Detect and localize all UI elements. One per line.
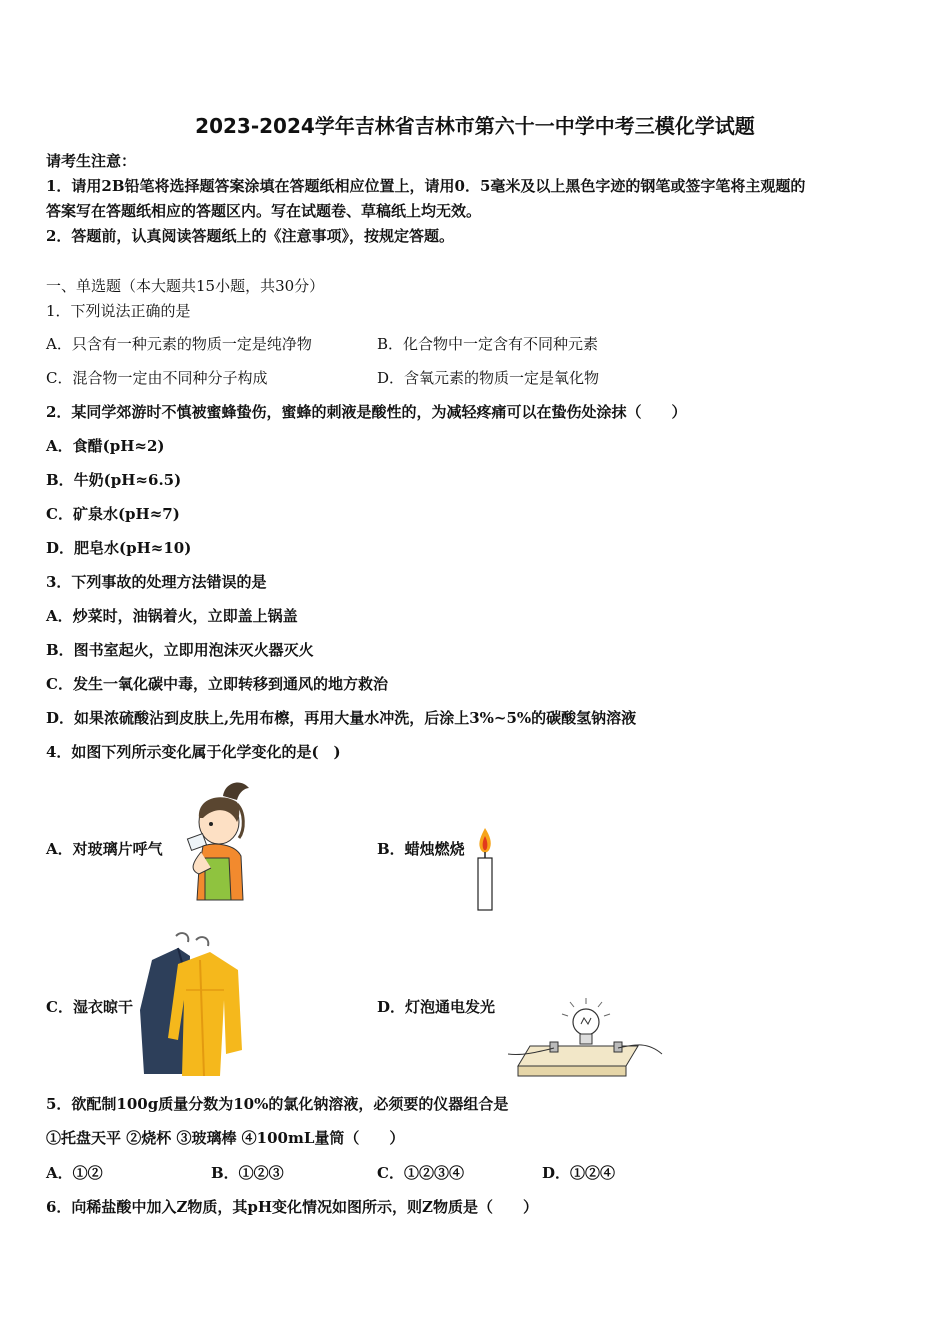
q1-option-c: C．混合物一定由不同种分子构成 [46,369,268,387]
q4-option-b: B．蜡烛燃烧 [377,840,465,858]
q5-option-b: B．①②③ [211,1164,284,1182]
girl-breathing-figure [175,778,257,902]
q3-option-d: D．如果浓硫酸沾到皮肤上,先用布檫，再用大量水冲洗，后涂上3%~5%的碳酸氢钠溶液 [46,709,637,727]
question-4-stem: 4．如图下列所示变化属于化学变化的是( ) [46,743,341,761]
q3-option-b: B．图书室起火，立即用泡沫灭火器灭火 [46,641,314,659]
q4-option-a: A．对玻璃片呼气 [46,840,163,858]
q2-option-a: A．食醋(pH≈2) [46,437,165,455]
notice-item-1: 1．请用2B铅笔将选择题答案涂填在答题纸相应位置上，请用0．5毫米及以上黑色字迹的钢笔或签字笔将主观题的 [46,177,806,195]
page-title: 2023-2024学年吉林省吉林市第六十一中学中考三模化学试题 [195,114,755,138]
wet-clothes-figure [138,930,246,1078]
question-5-stem: 5．欲配制100g质量分数为10%的氯化钠溶液，必须要的仪器组合是 [46,1095,509,1113]
light-bulb-circuit-figure [508,996,664,1080]
q1-option-d: D．含氧元素的物质一定是氧化物 [377,369,600,387]
question-5-sub: ①托盘天平 ②烧杯 ③玻璃棒 ④100mL量筒（ ） [46,1129,405,1147]
q2-option-b: B．牛奶(pH≈6.5) [46,471,182,489]
q1-option-a: A．只含有一种元素的物质一定是纯净物 [46,335,312,353]
question-3-stem: 3．下列事故的处理方法错误的是 [46,573,267,591]
q2-option-d: D．肥皂水(pH≈10) [46,539,192,557]
section-heading: 一、单选题（本大题共15小题，共30分） [46,277,325,295]
question-2-stem: 2．某同学郊游时不慎被蜜蜂蛰伤，蜜蜂的刺液是酸性的，为减轻疼痛可以在蛰伤处涂抹（ ） [46,403,687,421]
q4-option-c: C．湿衣晾干 [46,998,133,1016]
q3-option-a: A．炒菜时，油锅着火，立即盖上锅盖 [46,607,298,625]
q5-option-c: C．①②③④ [377,1164,464,1182]
notice-header: 请考生注意： [46,152,137,170]
notice-item-1-cont: 答案写在答题纸相应的答题区内。写在试题卷、草稿纸上均无效。 [46,202,482,220]
q4-option-d: D．灯泡通电发光 [377,998,496,1016]
question-6-stem: 6．向稀盐酸中加入Z物质，其pH变化情况如图所示，则Z物质是（ ） [46,1198,539,1216]
notice-item-2: 2．答题前，认真阅读答题纸上的《注意事项》，按规定答题。 [46,227,454,245]
q3-option-c: C．发生一氧化碳中毒，立即转移到通风的地方救治 [46,675,388,693]
q5-option-d: D．①②④ [542,1164,616,1182]
q2-option-c: C．矿泉水(pH≈7) [46,505,180,523]
q1-option-b: B．化合物中一定含有不同种元素 [377,335,599,353]
q5-option-a: A．①② [46,1164,103,1182]
burning-candle-figure [474,826,496,912]
question-1-stem: 1．下列说法正确的是 [46,302,191,320]
